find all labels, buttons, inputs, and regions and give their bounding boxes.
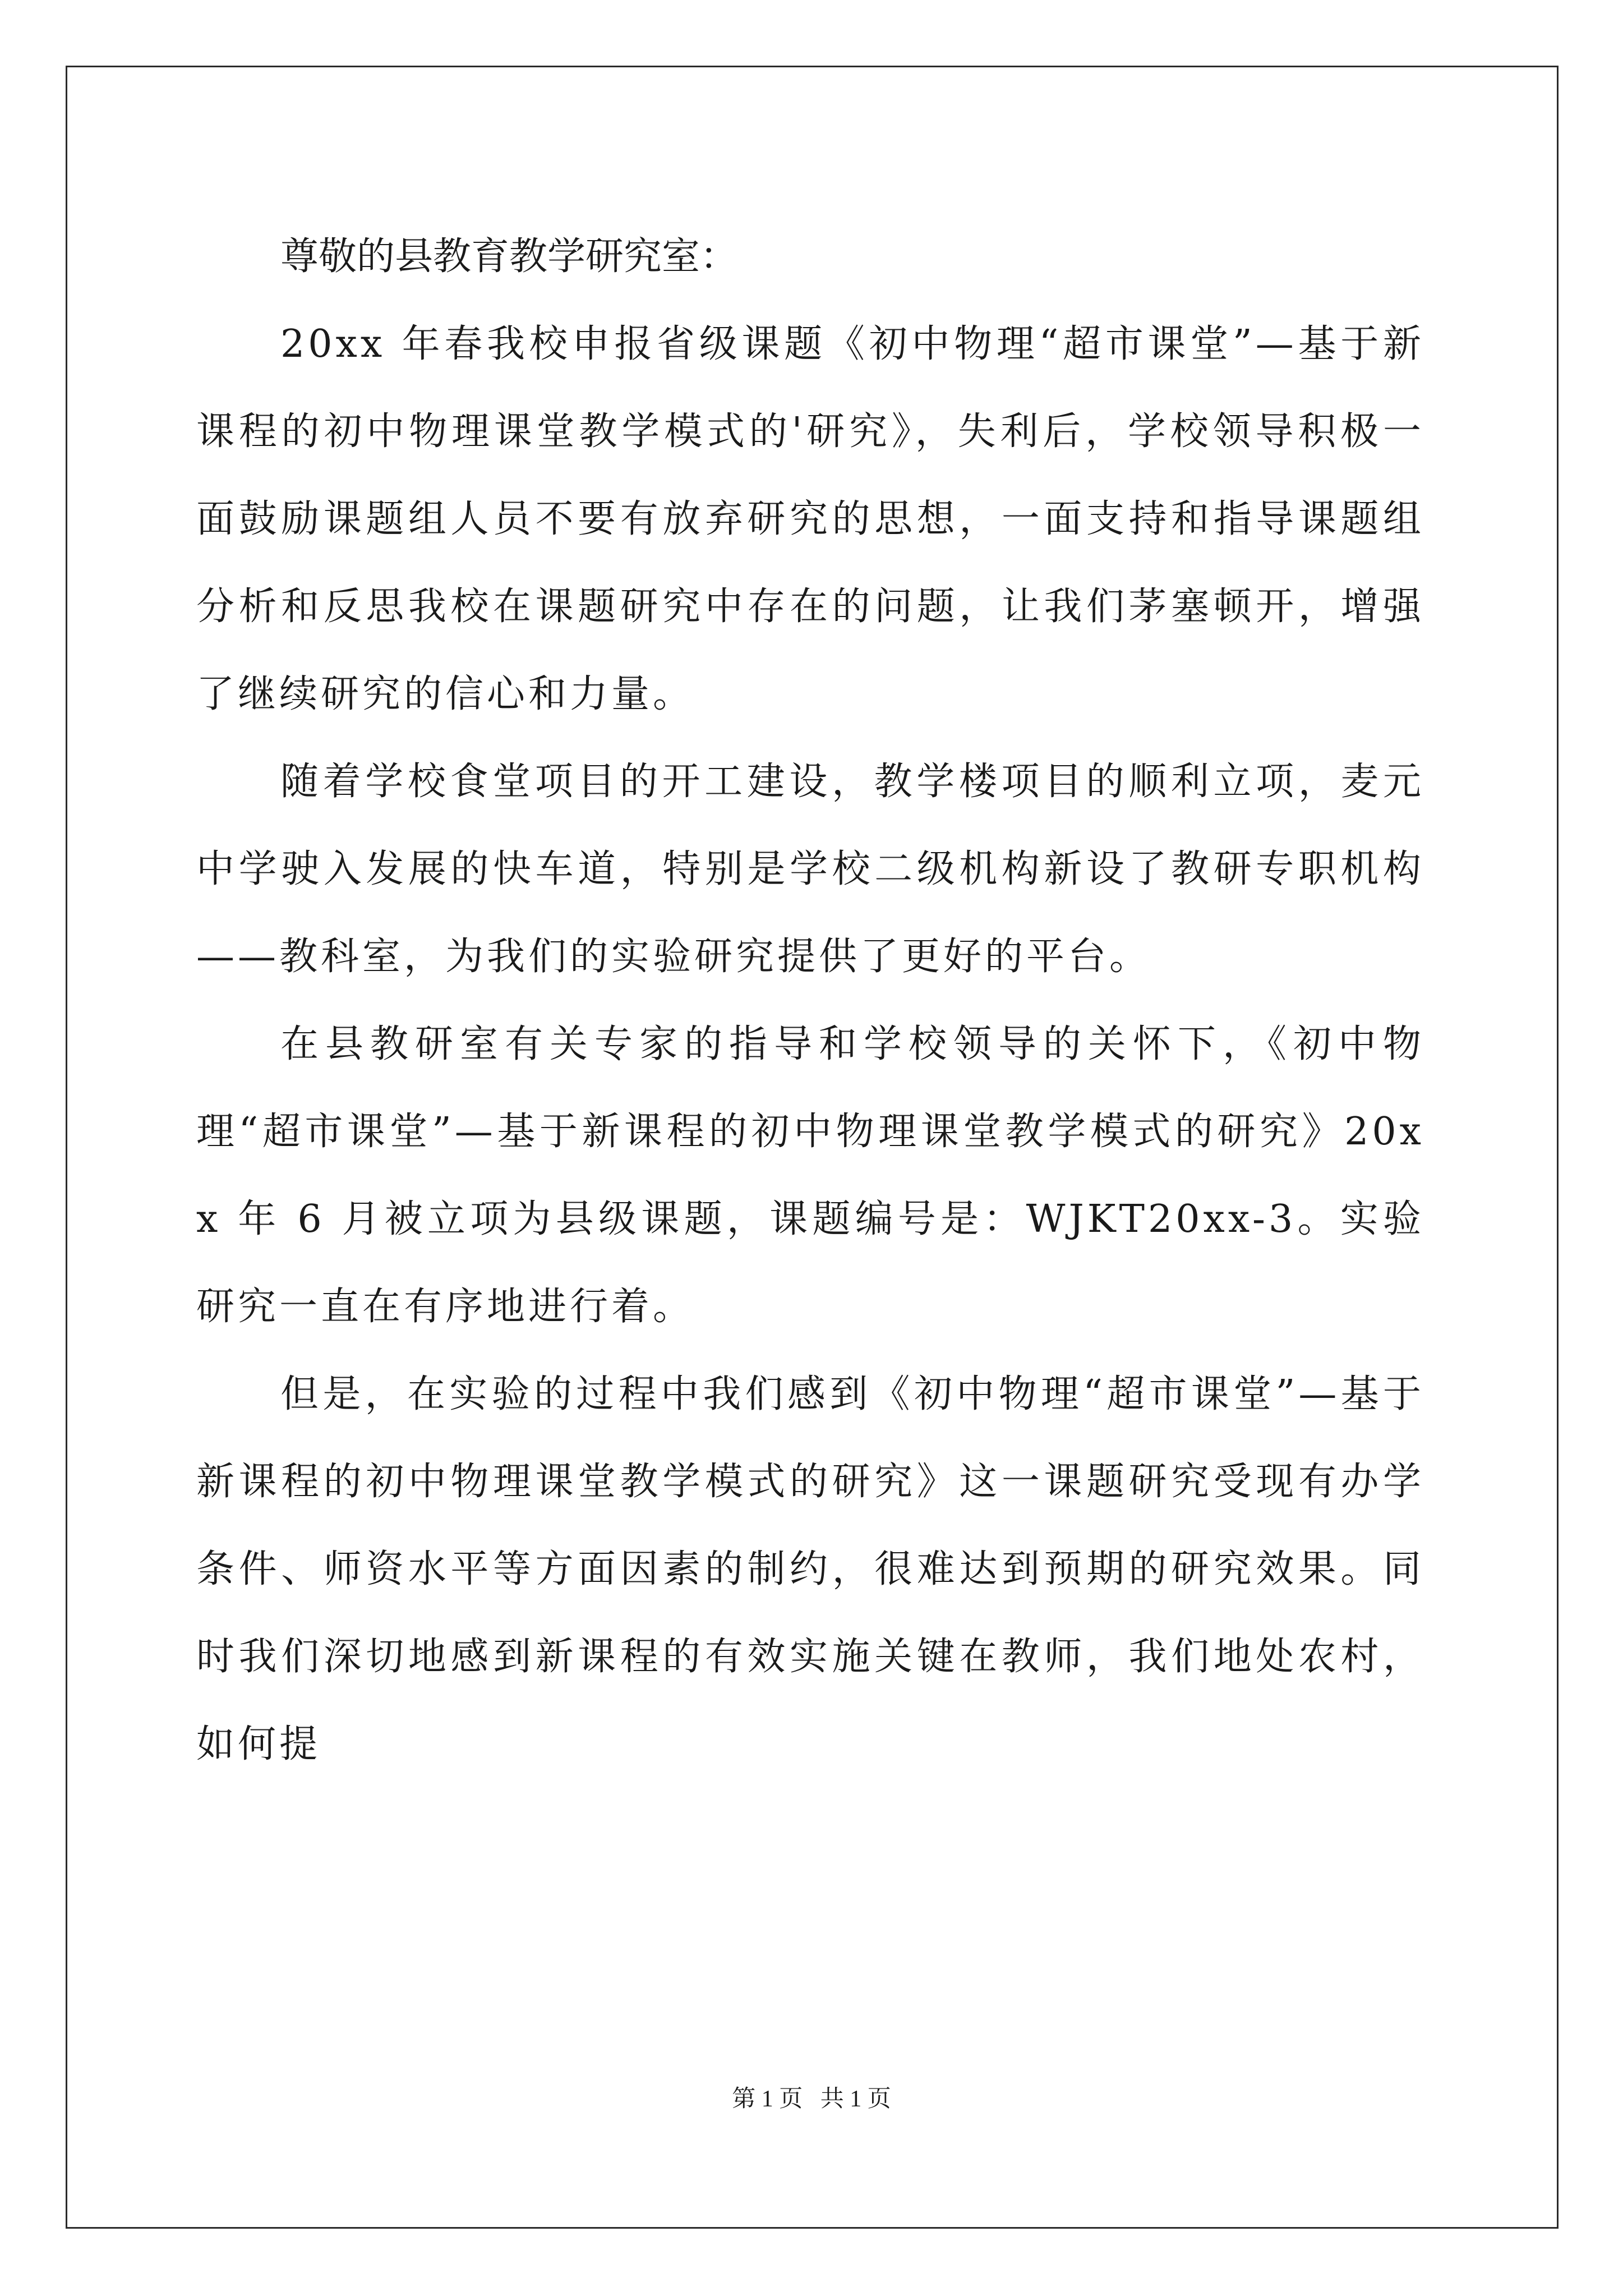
page-number-footer: 第 1 页 共 1 页 xyxy=(732,2086,891,2112)
paragraph: 在县教研室有关专家的指导和学校领导的关怀下，《初中物理“超市课堂”—基于新课程的初中物理课堂教学模式的研究》20xx 年 6 月被立项为县级课题，课题编号是：WJKT20xx-3。实验研究一直在有序地进行着。 xyxy=(196,1022,1424,1329)
salutation: 尊敬的县教育教学研究室： xyxy=(280,234,739,279)
document-body xyxy=(196,213,1424,1788)
paragraph: 20xx 年春我校申报省级课题《初中物理“超市课堂”—基于新课程的初中物理课堂教学模式的'研究》，失利后，学校领导积极一面鼓励课题组人员不要有放弃研究的思想，一面支持和指导课题组分析和反思我校在课题研究中存在的问题，让我们茅塞顿开，增强了继续研究的信心和力量。 xyxy=(196,322,1424,716)
paragraph: 但是，在实验的过程中我们感到《初中物理“超市课堂”—基于新课程的初中物理课堂教学模式的研究》这一课题研究受现有办学条件、师资水平等方面因素的制约，很难达到预期的研究效果。同时我们深切地感到新课程的有效实施关键在教师，我们地处农村，如何提 xyxy=(196,1372,1424,1766)
paragraph: 随着学校食堂项目的开工建设，教学楼项目的顺利立项，麦元中学驶入发展的快车道，特别是学校二级机构新设了教研专职机构——教科室，为我们的实验研究提供了更好的平台。 xyxy=(196,760,1424,979)
